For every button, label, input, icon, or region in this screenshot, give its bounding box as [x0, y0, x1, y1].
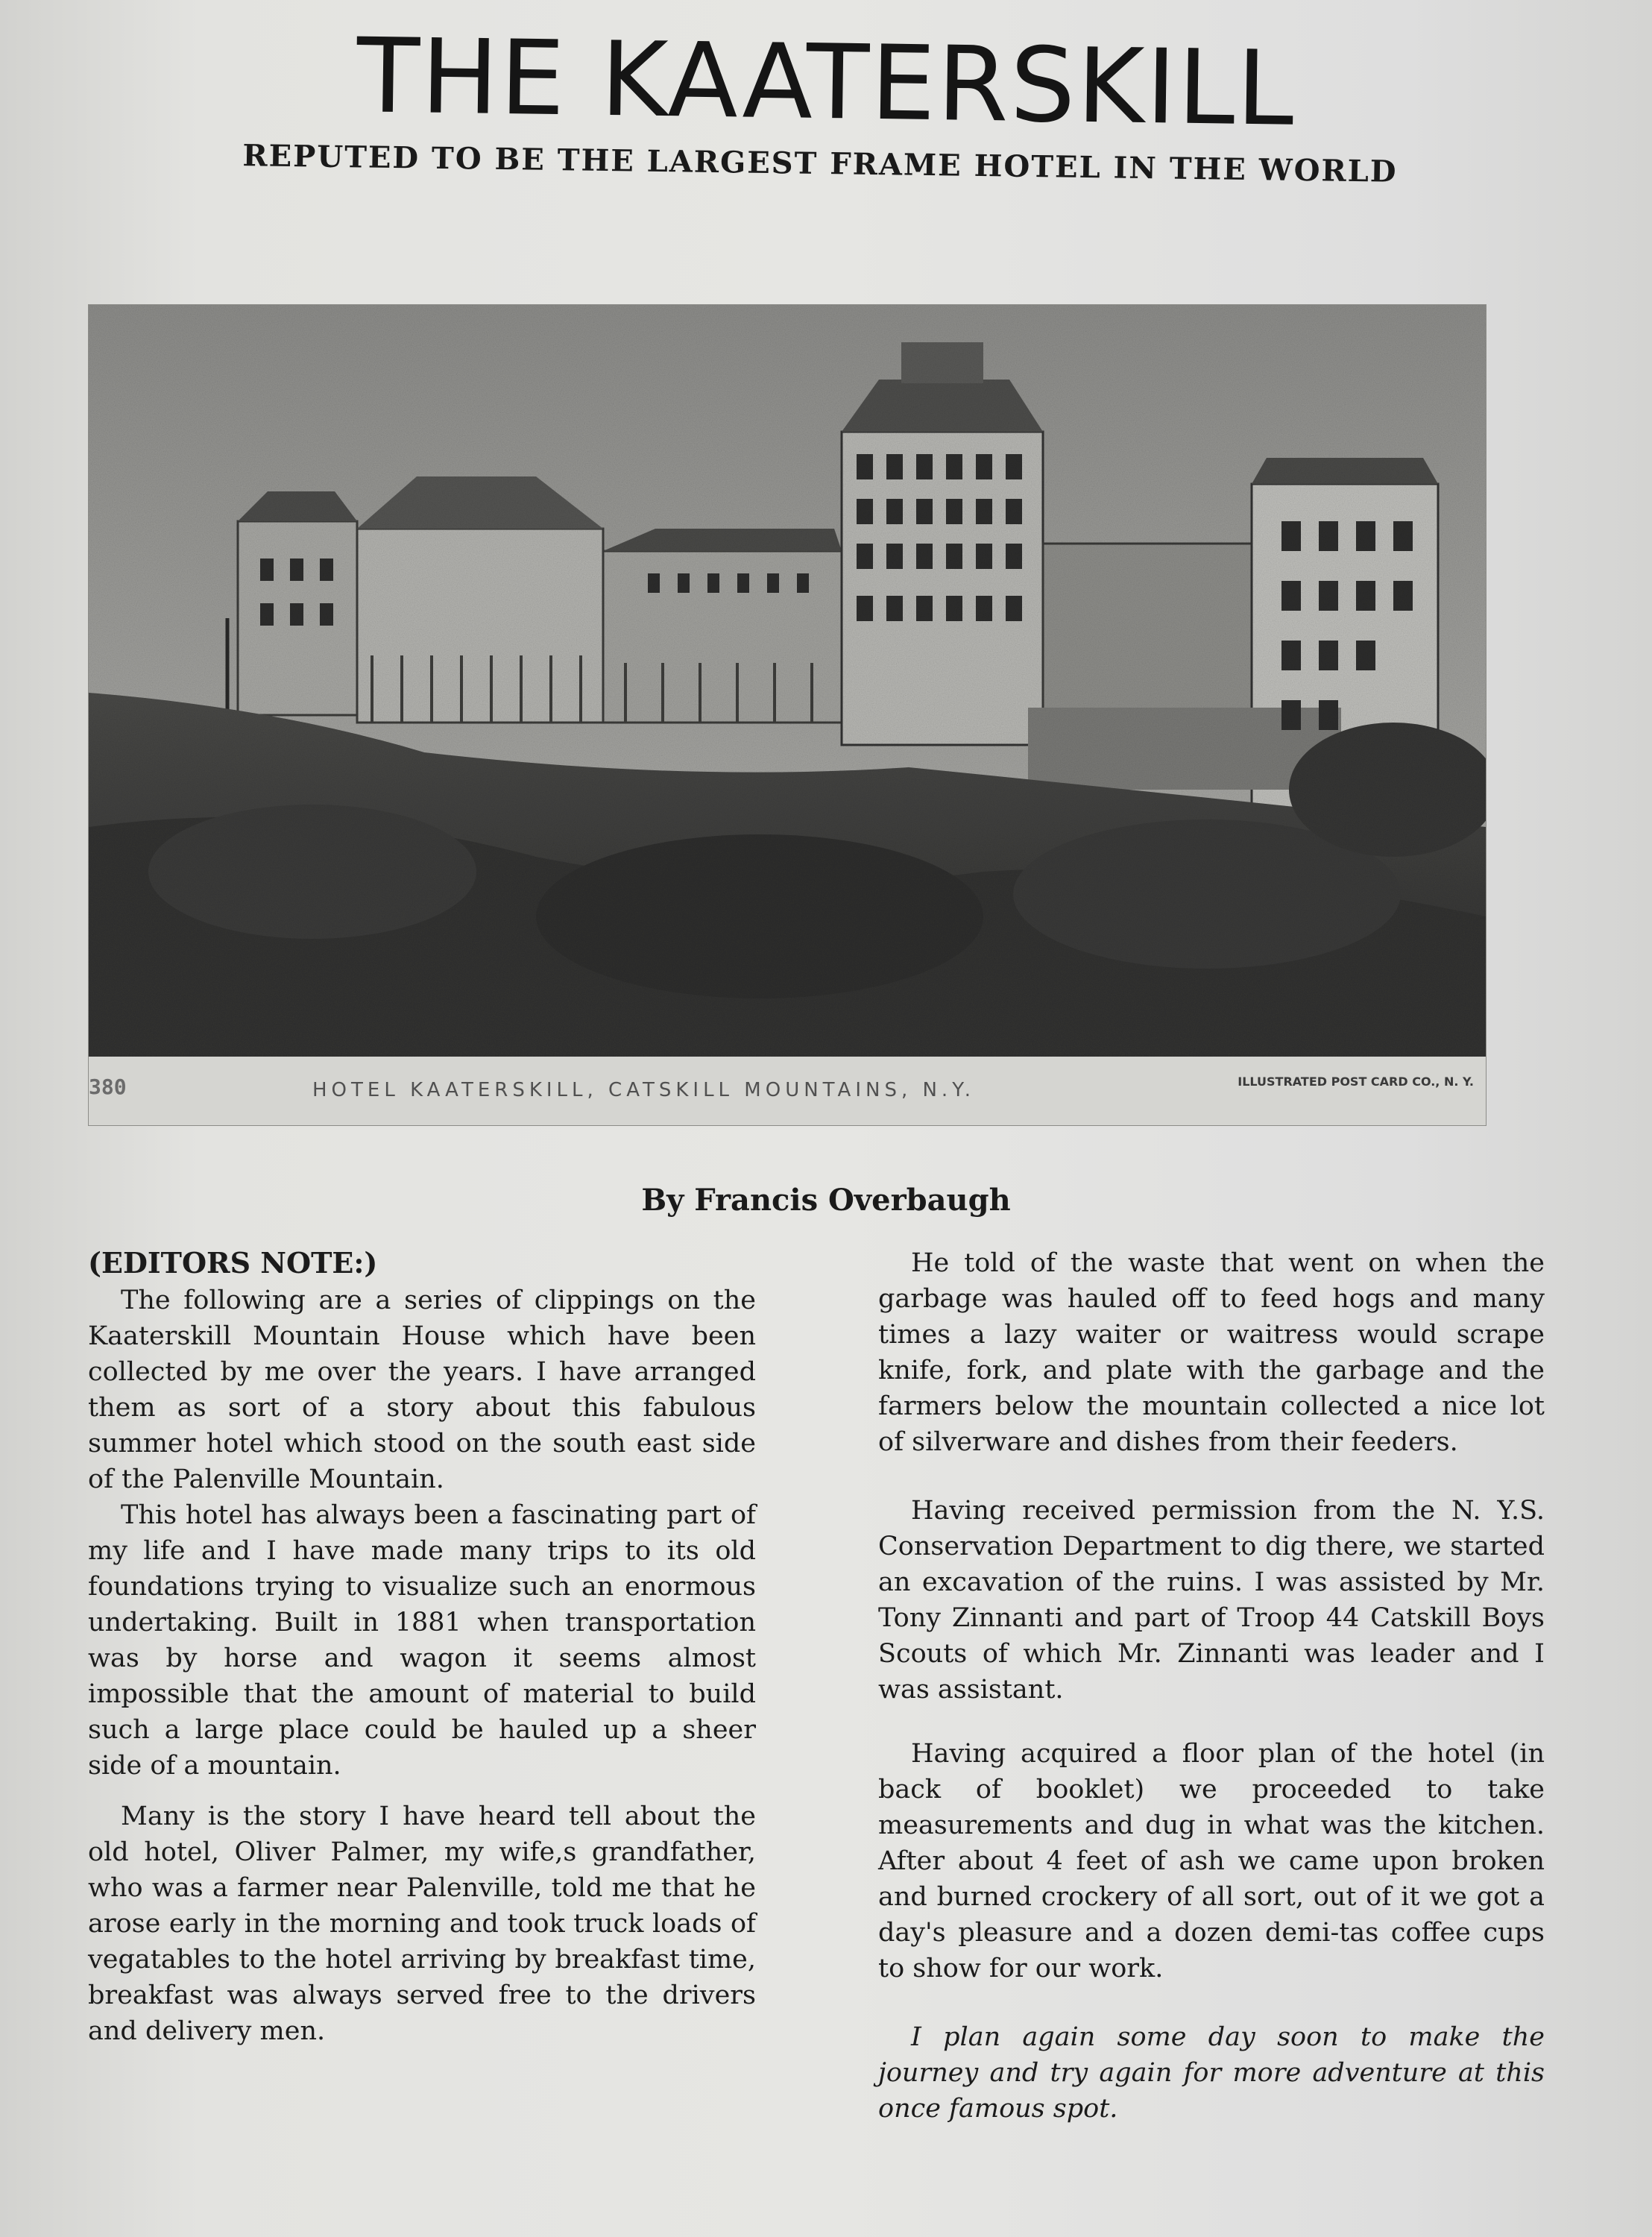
right-paragraph-4: I plan again some day soon to make the journey and try again for more adventure at this once famous spot.: [878, 2022, 1545, 2124]
postcard-caption-strip: [89, 1057, 1486, 1125]
article-byline: By Francis Overbaugh: [641, 1183, 1011, 1218]
hotel-photograph: [88, 304, 1487, 1126]
article-title: THE KAATERSKILL: [356, 16, 1296, 149]
right-column: [878, 1245, 1545, 2127]
postcard-publisher: ILLUSTRATED POST CARD CO., N. Y.: [1238, 1075, 1474, 1089]
right-paragraph-1: He told of the waste that went on when the garbage was hauled off to feed hogs and many times a lazy waiter or waitress would scrape knife, fork, and plate with the garbage and the farmers below the mountain collected a nice lot of silverware and dishes from their feeders.: [878, 1248, 1545, 1457]
article-subtitle: REPUTED TO BE THE LARGEST FRAME HOTEL IN THE WORLD: [242, 138, 1398, 189]
left-paragraph-1: The following are a series of clippings on the Kaaterskill Mountain House which have been collected by me over the years. I have arranged them as sort of a story about this fabulous summer hotel which stood on the south east side of the Palenville Mountain.: [88, 1286, 756, 1494]
hotel-illustration: [89, 305, 1486, 1125]
postcard-caption: HOTEL KAATERSKILL, CATSKILL MOUNTAINS, N.Y.: [312, 1079, 976, 1101]
right-paragraph-2: Having received permission from the N. Y.S. Conservation Department to dig there, we started an excavation of the ruins. I was assisted by Mr. Tony Zinnanti and part of Troop 44 Catskill Boys Scouts of which Mr. Zinnanti was leader and I was assistant.: [878, 1496, 1545, 1705]
editors-note-heading: (EDITORS NOTE:): [88, 1246, 378, 1280]
left-paragraph-2: This hotel has always been a fascinating part of my life and I have made many trips to its old foundations trying to visualize such an enormous undertaking. Built in 1881 when transportation was by horse and wagon it seems almost impossible that the amount of material to build such a large place could be hauled up a sheer side of a mountain.: [88, 1500, 756, 1781]
left-column: [88, 1245, 756, 2049]
right-paragraph-3: Having acquired a floor plan of the hotel (in back of booklet) we proceeded to take measurements and dug in what was the kitchen. After about 4 feet of ash we came upon broken and burned crockery of all sort, out of it we got a day's pleasure and a dozen demi-tas coffee cups to show for our work.: [878, 1739, 1545, 1983]
left-paragraph-3: Many is the story I have heard tell about the old hotel, Oliver Palmer, my wife,s grandfather, who was a farmer near Palenville, told me that he arose early in the morning and took truck loads of vegatables to the hotel arriving by breakfast time, breakfast was always served free to the drivers and delivery men.: [88, 1802, 756, 2046]
postcard-number: 380: [89, 1075, 127, 1099]
